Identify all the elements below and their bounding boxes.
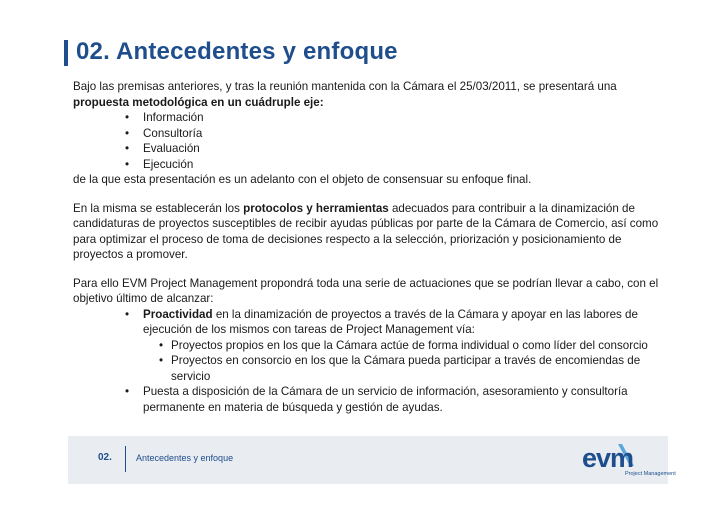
- protocols-paragraph: En la misma se establecerán los protocolos y herramientas adecuados para contribuir a la dinamización de candidaturas de proyectos susceptibles de recibir ayudas públicas por parte de la Cámara de Comercio, así como para optimizar el proceso de toma de decisiones respecto a la selección, priorización y posicionamiento de proyectos a promover.: [73, 201, 659, 261]
- footer-bar: [68, 436, 676, 484]
- title-accent-bar: [64, 40, 68, 66]
- logo-subtitle: Project Management: [625, 471, 676, 477]
- footer-section-number: 02.: [98, 452, 112, 463]
- logo-wordmark: evm: [582, 443, 634, 473]
- page-title: 02. Antecedentes y enfoque: [76, 38, 398, 65]
- list-item: • Puesta a disposición de la Cámara de un servicio de información, asesoramiento y consultoría permanente en materia de búsqueda y gestión de ayudas.: [73, 384, 673, 415]
- intro-emphasis: propuesta metodológica en un cuádruple eje:: [73, 95, 324, 109]
- list-item: • Consultoría: [73, 126, 673, 142]
- list-item: • Ejecución: [73, 157, 673, 173]
- list-item: • Proyectos en consorcio en los que la Cámara pueda participar a través de encomiendas de servicio: [73, 353, 673, 384]
- axis-list: [73, 110, 673, 172]
- list-item: • Evaluación: [73, 141, 673, 157]
- actions-paragraph: Para ello EVM Project Management propondrá toda una serie de actuaciones que se podrían llevar a cabo, con el objetivo último de alcanzar:: [73, 276, 659, 305]
- objectives-list: [73, 307, 673, 416]
- intro-closing: de la que esta presentación es un adelanto con el objeto de consensuar su enfoque final.: [73, 173, 532, 186]
- intro-paragraph: Bajo las premisas anteriores, y tras la reunión mantenida con la Cámara el 25/03/2011, se presentará una propuesta metodológica en un cuádruple eje:: [73, 80, 617, 109]
- footer-divider: [125, 446, 126, 472]
- list-item: • Proactividad en la dinamización de proyectos a través de la Cámara y apoyar en las labores de ejecución de los mismos con tareas de Project Management vía: • Proyectos propios en los que la Cámara actúe de forma individual o como líder del consorcio • Proyectos en consorcio en los que la Cámara pueda participar a través de encomiendas de servicio: [73, 307, 673, 385]
- project-types-list: [73, 338, 673, 385]
- evm-logo: [578, 442, 676, 478]
- slide-body: [73, 79, 673, 415]
- protocols-emphasis: protocolos y herramientas: [243, 201, 389, 215]
- proactivity-emphasis: Proactividad: [143, 307, 213, 321]
- list-item: • Información: [73, 110, 673, 126]
- list-item: • Proyectos propios en los que la Cámara actúe de forma individual o como líder del consorcio: [73, 338, 673, 354]
- footer-section-label: Antecedentes y enfoque: [136, 453, 234, 463]
